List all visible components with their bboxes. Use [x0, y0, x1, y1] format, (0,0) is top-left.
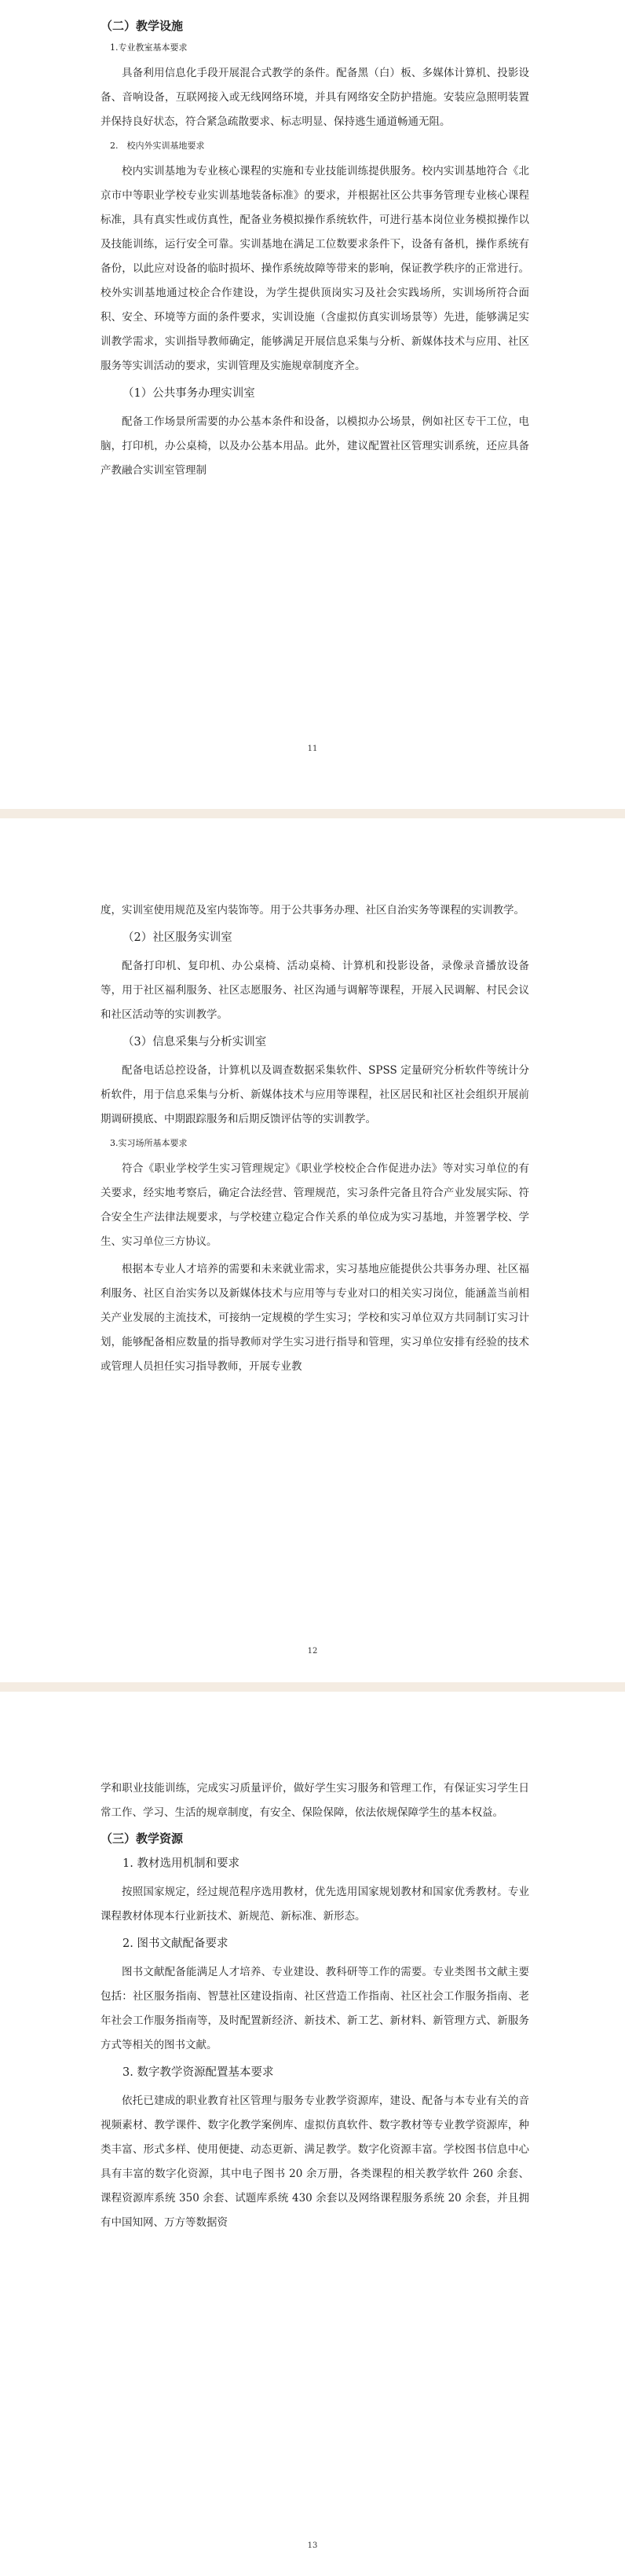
paragraph: 根据本专业人才培养的需要和未来就业需求，实习基地应能提供公共事务办理、社区福利服务、社区自治实务以及新媒体技术与应用等与专业对口的相关实习岗位，能涵盖当前相关产业发展的主流技术，可接纳一定规模的学生实习；学校和实习单位双方共同制订实习计划，能够配备相应数量的指导教师对学生实习进行指导和管理，实习单位安排有经验的技术或管理人员担任实习指导教师，开展专业教 — [101, 1263, 529, 1373]
paragraph: 具备利用信息化手段开展混合式教学的条件。配备黑（白）板、多媒体计算机、投影设备、音响设备，互联网接入或无线网络环境，并具有网络安全防护措施。安装应急照明装置并保持良好状态，符合紧急疏散要求、标志明显、保持逃生通道畅通无阻。 — [101, 67, 529, 128]
paragraph: 按照国家规定，经过规范程序选用教材，优先选用国家规划教材和国家优秀教材。专业课程教材体现本行业新技术、新规范、新标准、新形态。 — [101, 1886, 529, 1923]
subheading-training-base-requirements: 2. 校内外实训基地要求 — [110, 141, 205, 151]
paragraph: 校内实训基地为专业核心课程的实施和专业技能训练提供服务。校内实训基地符合《北京市中等职业学校专业实训基地装备标准》的要求，并根据社区公共事务管理专业核心课程标准，具有真实性或仿真性，配备业务模拟操作系统软件，可进行基本岗位业务模拟操作以及技能训练，运行安全可靠。实训基地在满足工位数要求条件下，设备有备机，操作系统有备份，以此应对设备的临时损坏、操作系统故障等带来的影响，保证教学秩序的正常进行。校外实训基地通过校企合作建设，为学生提供顶岗实习及社会实践场所，实训场所符合面积、安全、环境等方面的条件要求，实训设施（含虚拟仿真实训场景等）先进，能够满足实训教学需求，实训指导教师确定，能够满足开展信息采集与分析、新媒体技术与应用、社区服务等实训活动的要求，实训管理及实施规章制度齐全。 — [101, 165, 529, 372]
subheading-digital-resources: 3. 数字教学资源配置基本要求 — [122, 2066, 274, 2079]
paragraph: 配备工作场景所需要的办公基本条件和设备，以模拟办公场景，例如社区专干工位，电脑，打印机，办公桌椅，以及办公基本用品。此外，建议配置社区管理实训系统，还应具备产教融合实训室管理制 — [101, 415, 529, 477]
paragraph-continued: 度，实训室使用规范及室内装饰等。用于公共事务办理、社区自治实务等课程的实训教学。 — [101, 904, 524, 917]
subheading-classroom-requirements: 1.专业教室基本要求 — [110, 42, 188, 53]
item-heading-information-collection-room: （3）信息采集与分析实训室 — [122, 1036, 267, 1048]
item-heading-public-affairs-room: （1）公共事务办理实训室 — [122, 387, 255, 400]
paragraph-continued: 学和职业技能训练，完成实习质量评价，做好学生实习服务和管理工作，有保证实习学生日常工作、学习、生活的规章制度，有安全、保险保障，依法依规保障学生的基本权益。 — [101, 1782, 529, 1819]
document-page-12 — [0, 818, 625, 1682]
paragraph: 配备打印机、复印机、办公桌椅、活动桌椅、计算机和投影设备，录像录音播放设备等，用于社区福利服务、社区志愿服务、社区沟通与调解等课程，开展入民调解、村民会议和社区活动等的实训教学。 — [101, 960, 529, 1021]
page-11-content — [101, 16, 529, 486]
paragraph: 符合《职业学校学生实习管理规定》《职业学校校企合作促进办法》等对实习单位的有关要求，经实地考察后，确定合法经营、管理规范，实习条件完备且符合产业发展实际、符合安全生产法律法规要求，与学校建立稳定合作关系的单位成为实习基地，并签署学校、学生、实习单位三方协议。 — [101, 1162, 529, 1248]
page-number: 12 — [307, 1647, 318, 1656]
document-page-11 — [0, 0, 625, 809]
paragraph: 依托已建成的职业教育社区管理与服务专业教学资源库，建设、配备与本专业有关的音视频素材、教学课件、数字化教学案例库、虚拟仿真软件、数字教材等专业教学资源库，种类丰富、形式多样、使用便捷、动态更新、满足教学。数字化资源丰富。学校图书信息中心具有丰富的数字化资源，其中电子图书 20 余万册，各类课程的相关教学软件 260 余套、课程资源库系统 350 余套、试题库系统 430 余套以及网络课程服务系统 20 余套，并且拥有中国知网、万方等数据资 — [101, 2095, 529, 2229]
paragraph: 配备电话总控设备，计算机以及调查数据采集软件、SPSS 定量研究分析软件等统计分析软件，用于信息采集与分析、新媒体技术与应用等课程，社区居民和社区社会组织开展前期调研摸底、中期跟踪服务和后期反馈评估等的实训教学。 — [101, 1064, 529, 1125]
item-heading-community-service-room: （2）社区服务实训室 — [122, 931, 232, 944]
page-12-content — [101, 898, 529, 1382]
subheading-library-requirements: 2. 图书文献配备要求 — [122, 1937, 228, 1950]
page-13-content — [101, 1776, 529, 2238]
page-number: 13 — [307, 2541, 318, 2550]
paragraph: 图书文献配备能满足人才培养、专业建设、教科研等工作的需要。专业类图书文献主要包括：社区服务指南、智慧社区建设指南、社区营造工作指南、社区社会工作服务指南、老年社会工作服务指南等，及时配置新经济、新技术、新工艺、新材料、新管理方式、新服务方式等相关的图书文献。 — [101, 1966, 529, 2051]
page-number: 11 — [307, 745, 318, 753]
section-heading-teaching-facilities: （二）教学设施 — [101, 19, 184, 33]
subheading-internship-requirements: 3.实习场所基本要求 — [110, 1138, 188, 1148]
document-page-13 — [0, 1692, 625, 2576]
section-heading-teaching-resources: （三）教学资源 — [101, 1831, 184, 1846]
subheading-textbook-selection: 1. 教材选用机制和要求 — [122, 1857, 239, 1870]
